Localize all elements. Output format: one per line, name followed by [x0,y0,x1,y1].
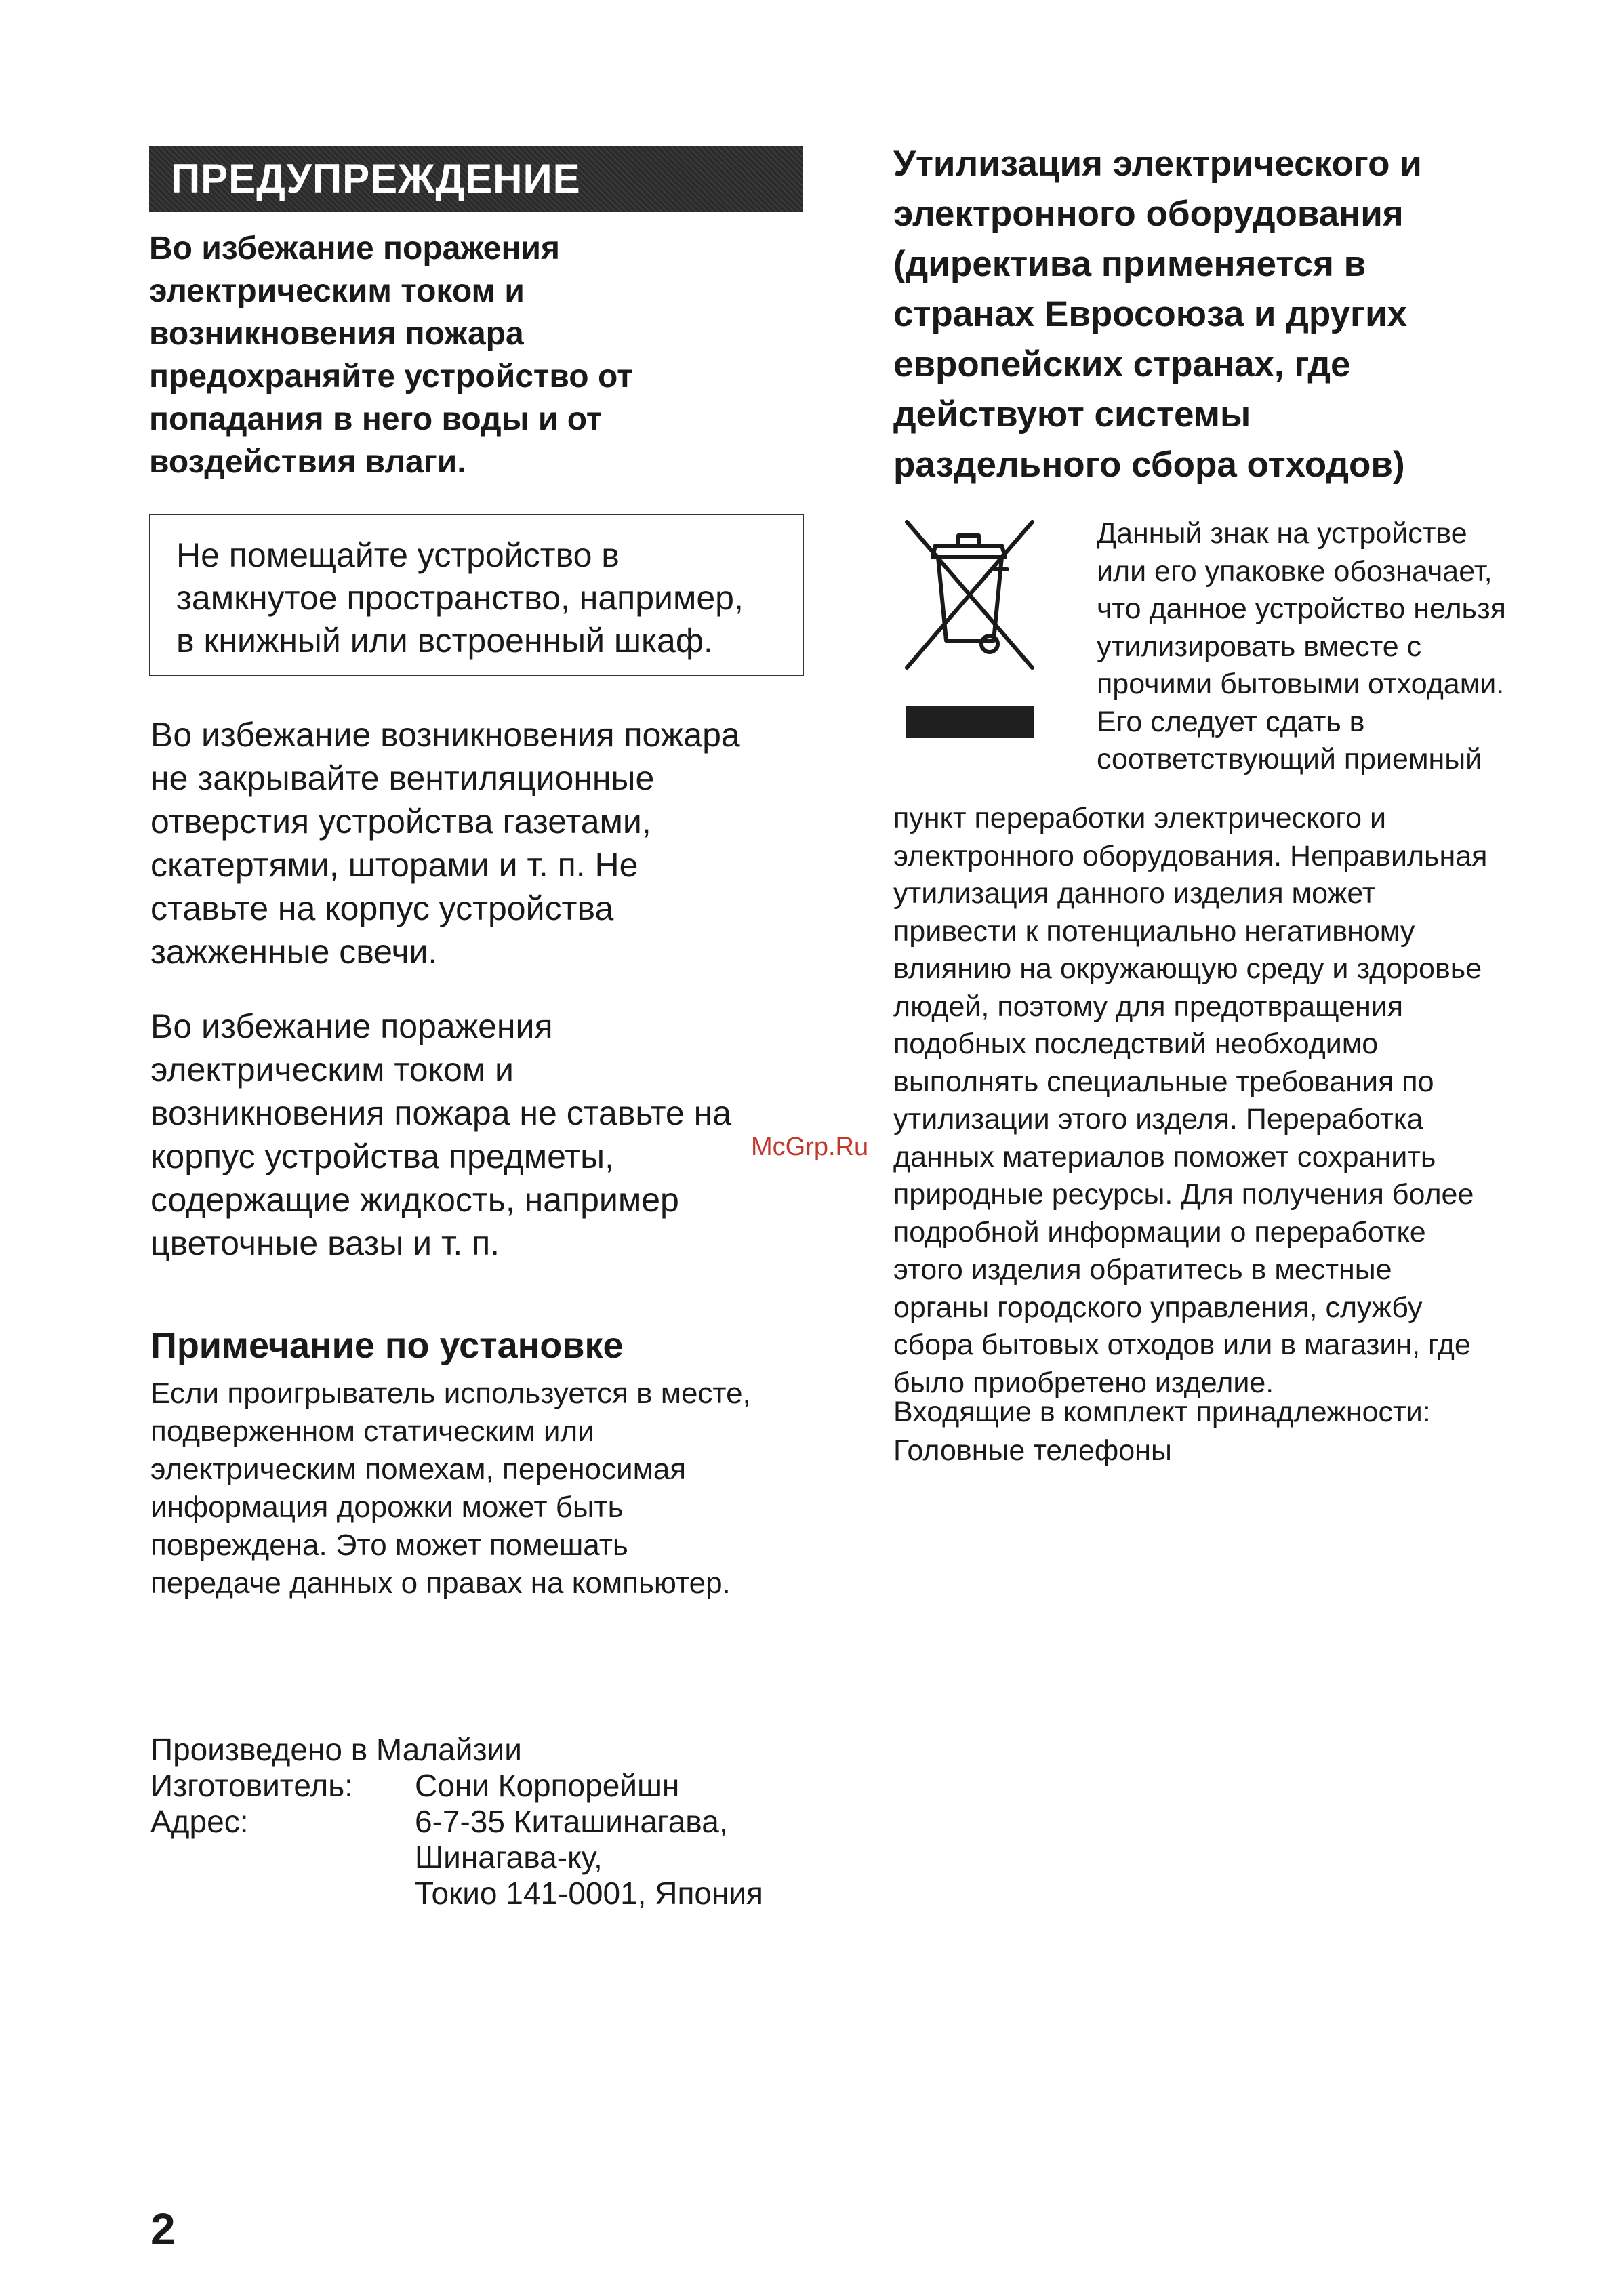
text-line: подробной информации о переработке [893,1215,1426,1249]
text-line: электронного оборудования. Неправильная [893,839,1488,872]
warning-title: ПРЕДУПРЕЖДЕНИЕ [171,156,581,201]
text-line: не закрывайте вентиляционные [150,759,655,797]
text-line: странах Евросоюза и других [893,294,1408,334]
text-line: повреждена. Это может помешать [150,1529,628,1562]
install-paragraph [150,1375,821,1602]
text-line: воздействия влаги. [149,444,466,480]
text-line: Входящие в комплект принадлежности: [893,1396,1431,1428]
text-line: подверженном статическим или [150,1415,594,1448]
disposal-heading [893,139,1571,490]
text-line: европейских странах, где [893,344,1351,384]
watermark: McGrp.Ru [751,1133,869,1161]
bold-warning [149,227,800,483]
text-line: подобных последствий необходимо [893,1028,1379,1060]
text-line: (директива применяется в [893,244,1366,284]
text-line: было приобретено изделие. [893,1366,1274,1399]
text-line: возникновения пожара не ставьте на [150,1094,732,1132]
text-line: или его упаковке обозначает, [1097,554,1493,588]
text-line: электрическим током и [150,1051,514,1089]
text-line: утилизация данного изделия может [893,877,1376,910]
address-line: Токио 141-0001, Япония [415,1876,763,1911]
text-line: скатертями, шторами и т. п. Не [150,846,638,884]
text-line: электронного оборудования [893,194,1404,234]
text-line: данных материалов поможет сохранить [893,1140,1436,1173]
install-heading: Примечание по установке [150,1325,624,1366]
address-line: 6-7-35 Киташинагава, [415,1804,728,1839]
page-number: 2 [150,2204,176,2254]
warning-banner [149,146,803,212]
text-line: попадания в него воды и от [149,401,603,437]
address-label: Адрес: [150,1804,249,1839]
text-line: отверстия устройства газетами, [150,803,651,841]
text-line: Если проигрыватель используется в месте, [150,1377,751,1410]
text-line: этого изделия обратитесь в местные [893,1253,1392,1286]
maker-label: Изготовитель: [150,1768,353,1803]
text-line: раздельного сбора отходов) [893,445,1405,485]
text-line: что данное устройство нельзя [1097,592,1506,625]
text-line: Его следует сдать в [1097,705,1365,738]
text-line: в книжный или встроенный шкаф. [176,622,713,660]
text-line: привести к потенциально негативному [893,914,1415,948]
text-line: людей, поэтому для предотвращения [893,990,1403,1023]
accessories [893,1393,1581,1470]
text-line: выполнять специальные требования по [893,1065,1434,1098]
text-line: сбора бытовых отходов или в магазин, где [893,1329,1471,1361]
text-line: пункт переработки электрического и [893,802,1386,834]
text-line: природные ресурсы. Для получения более [893,1178,1474,1211]
text-line: возникновения пожара [149,316,524,352]
made-in: Произведено в Малайзии [150,1732,522,1767]
text-line: органы городского управления, службу [893,1291,1423,1324]
text-line: ставьте на корпус устройства [150,889,614,927]
enclosure-notice-box [149,514,804,676]
text-line: Во избежание поражения [150,1007,553,1045]
maker-value: Сони Корпорейшн [415,1768,680,1803]
text-line: Во избежание поражения [149,230,560,266]
text-line: зажженные свечи. [150,933,438,971]
text-line: Во избежание возникновения пожара [150,716,740,754]
text-line: передаче данных о правах на компьютер. [150,1567,731,1600]
ventilation-paragraph [150,713,808,973]
text-line: Данный знак на устройстве [1097,517,1467,550]
liquids-paragraph [150,1005,808,1265]
text-line: действуют системы [893,395,1251,435]
text-line: корпус устройства предметы, [150,1137,614,1175]
text-line: предохраняйте устройство от [149,359,633,395]
icon-spacer [893,515,1097,800]
text-line: электрическим помехам, переносимая [150,1453,687,1486]
address-line: Шинагава-ку, [415,1840,603,1875]
text-line: Утилизация электрического и [893,144,1422,184]
disposal-text [893,515,1581,1402]
text-line: замкнутое пространство, например, [176,579,744,617]
text-line: Головные телефоны [893,1434,1172,1467]
text-line: цветочные вазы и т. п. [150,1224,500,1262]
manufacturer-info [150,1732,763,1912]
text-line: Не помещайте устройство в [176,536,620,574]
text-line: электрическим током и [149,273,525,309]
text-line: содержащие жидкость, например [150,1181,679,1219]
text-line: соответствующий приемный [1097,743,1482,775]
text-line: прочими бытовыми отходами. [1097,668,1505,700]
text-line: информация дорожки может быть [150,1491,624,1524]
text-line: утилизировать вместе с [1097,630,1422,663]
text-line: утилизации этого изделя. Переработка [893,1103,1423,1135]
text-line: влиянию на окружающую среду и здоровье [893,952,1482,985]
